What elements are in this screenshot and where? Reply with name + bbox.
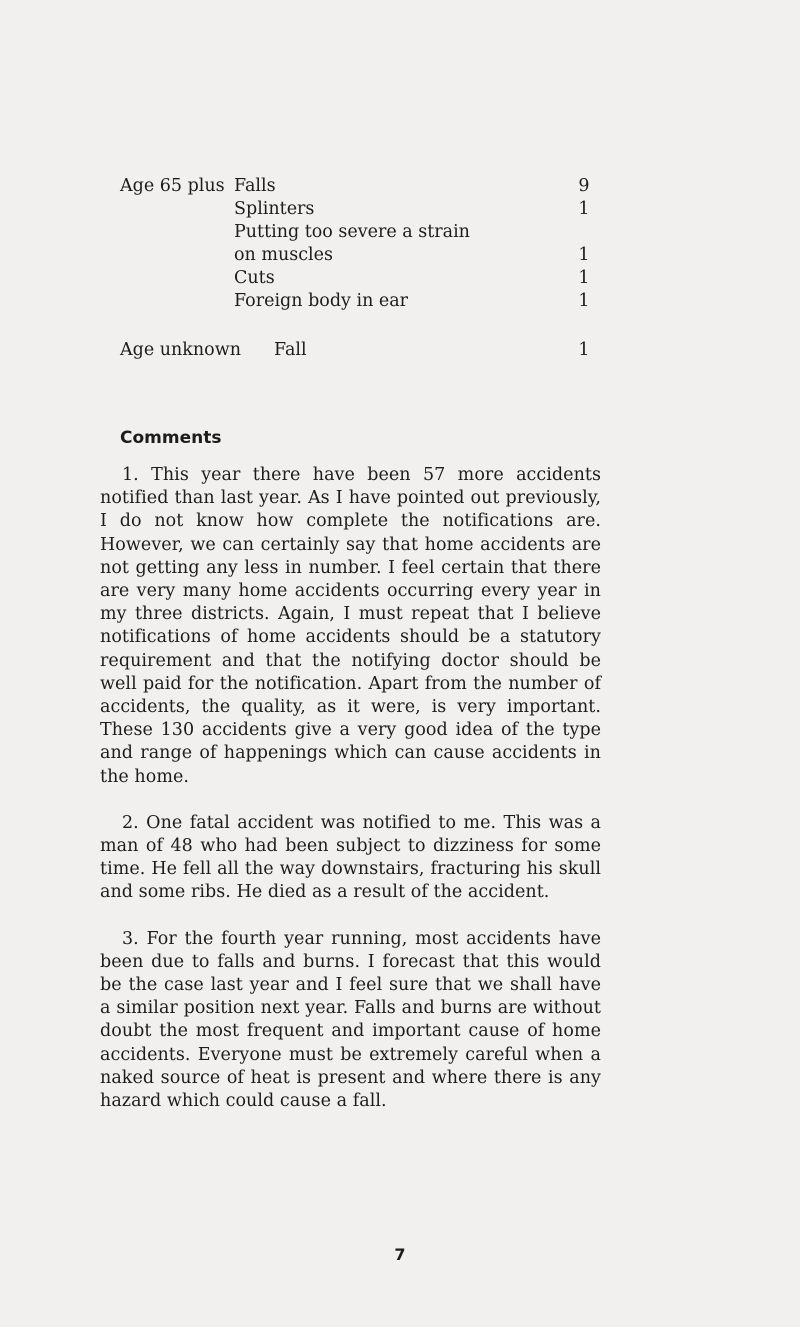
age-group-label: Age unknown <box>120 340 241 360</box>
cause-label: Putting too severe a strain <box>234 222 470 242</box>
cause-label: on muscles <box>234 245 333 265</box>
table-row <box>120 175 590 198</box>
count-value: 1 <box>578 268 590 288</box>
cause-label: Foreign body in ear <box>234 291 409 311</box>
cause-label: Splinters <box>234 199 315 219</box>
age-group-label: Age 65 plus <box>120 176 225 196</box>
count-value: 1 <box>578 245 590 265</box>
table-row <box>120 290 590 313</box>
comments-body <box>100 464 601 1136</box>
comments-heading: Comments <box>120 428 222 448</box>
comment-paragraph-1: 1. This year there have been 57 more accidents notified than last year. As I have pointed out previously, I do not know how complete the notifications are. However, we can certainly say that home accidents are not getting any less in number. I feel certain that there are very many home accidents occurring every year in my three districts. Again, I must repeat that I believe notifications of home accidents should be a statutory requirement and that the notifying doctor should be well paid for the notification. Apart from the number of accidents, the quality, as it were, is very important. These 130 accidents give a very good idea of the type and range of happenings which can cause accidents in the home. <box>100 465 601 787</box>
comment-paragraph-3: 3. For the fourth year running, most accidents have been due to falls and burns. I forecast that this would be the case last year and I feel sure that we shall have a similar position next year. Falls and burns are without doubt the most frequent and important cause of home accidents. Everyone must be extremely careful when a naked source of heat is present and where there is any hazard which could cause a fall. <box>100 928 601 1112</box>
page-number: 7 <box>394 1245 406 1264</box>
table-row <box>120 267 590 290</box>
count-value: 9 <box>578 176 590 196</box>
cause-label: Falls <box>234 176 276 196</box>
count-value: 1 <box>578 291 590 311</box>
cause-label: Cuts <box>234 268 275 288</box>
table-row-unknown <box>120 339 590 362</box>
accident-table <box>120 175 590 362</box>
table-row <box>120 221 590 244</box>
table-row <box>120 198 590 221</box>
cause-label: Fall <box>274 340 307 360</box>
table-row <box>120 244 590 267</box>
count-value: 1 <box>578 340 590 360</box>
count-value: 1 <box>578 199 590 219</box>
comment-paragraph-2: 2. One fatal accident was notified to me. This was a man of 48 who had been subject to dizziness for some time. He fell all the way downstairs, fracturing his skull and some ribs. He died as a result of the accident. <box>100 812 601 903</box>
